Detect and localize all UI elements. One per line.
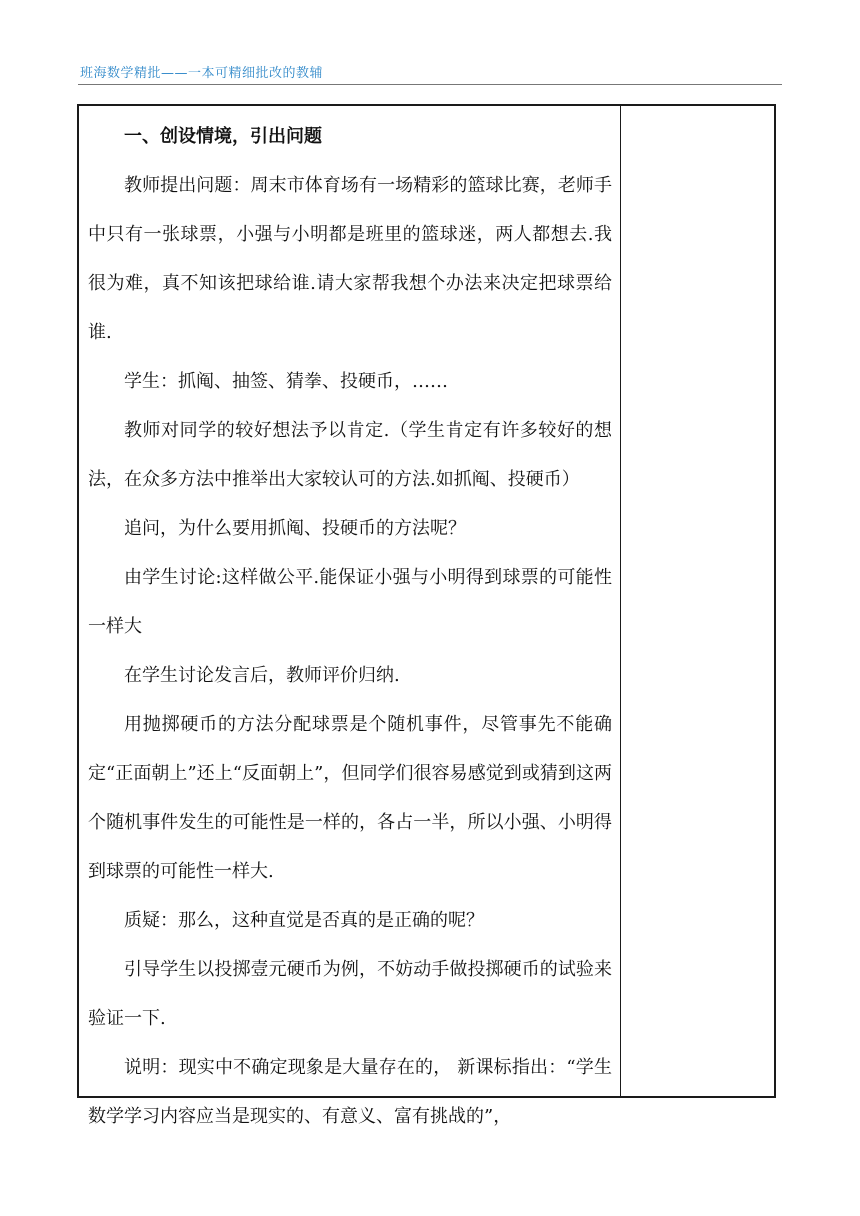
lesson-plan-table [77,104,776,1127]
paragraph-teacher-question: 教师提出问题：周末市体育场有一场精彩的篮球比赛，老师手中只有一张球票，小强与小明都是班里的篮球迷，两人都想去.我很为难，真不知该把球给谁.请大家帮我想个办法来决定把球票给谁. [88,175,612,343]
paragraph-question-intuition: 质疑：那么，这种直觉是否真的是正确的呢？ [124,910,484,931]
header-divider [78,84,782,85]
paragraph-experiment-guide: 引导学生以投掷壹元硬币为例，不妨动手做投掷硬币的试验来验证一下. [88,959,612,1029]
main-content-cell [79,106,621,1127]
paragraph-curriculum-note: 说明：现实中不确定现象是大量存在的， 新课标指出：“学生数学学习内容应当是现实的、有意义、富有挑战的”， [88,1057,612,1127]
paragraph-teacher-affirm: 教师对同学的较好想法予以肯定.（学生肯定有许多较好的想法，在众多方法中推举出大家较认可的方法.如抓阄、投硬币） [88,420,612,490]
notes-cell [621,106,774,1096]
paragraph-discussion: 由学生讨论:这样做公平.能保证小强与小明得到球票的可能性一样大 [88,567,612,637]
paragraph-follow-up: 追问，为什么要用抓阄、投硬币的方法呢？ [124,518,466,539]
lesson-content [88,112,612,1141]
paragraph-teacher-summary: 在学生讨论发言后，教师评价归纳. [124,665,400,686]
paragraph-coin-explanation: 用抛掷硬币的方法分配球票是个随机事件，尽管事先不能确定“正面朝上”还上“反面朝上”，但同学们很容易感觉到或猜到这两个随机事件发生的可能性是一样的，各占一半，所以小强、小明得到球票的可能性一样大. [88,714,612,882]
page-header-title: 班海数学精批——一本可精细批改的教辅 [80,66,324,81]
section-heading: 一、创设情境，引出问题 [124,126,322,147]
paragraph-student-answers: 学生：抓阄、抽签、猜拳、投硬币，…… [124,371,448,392]
